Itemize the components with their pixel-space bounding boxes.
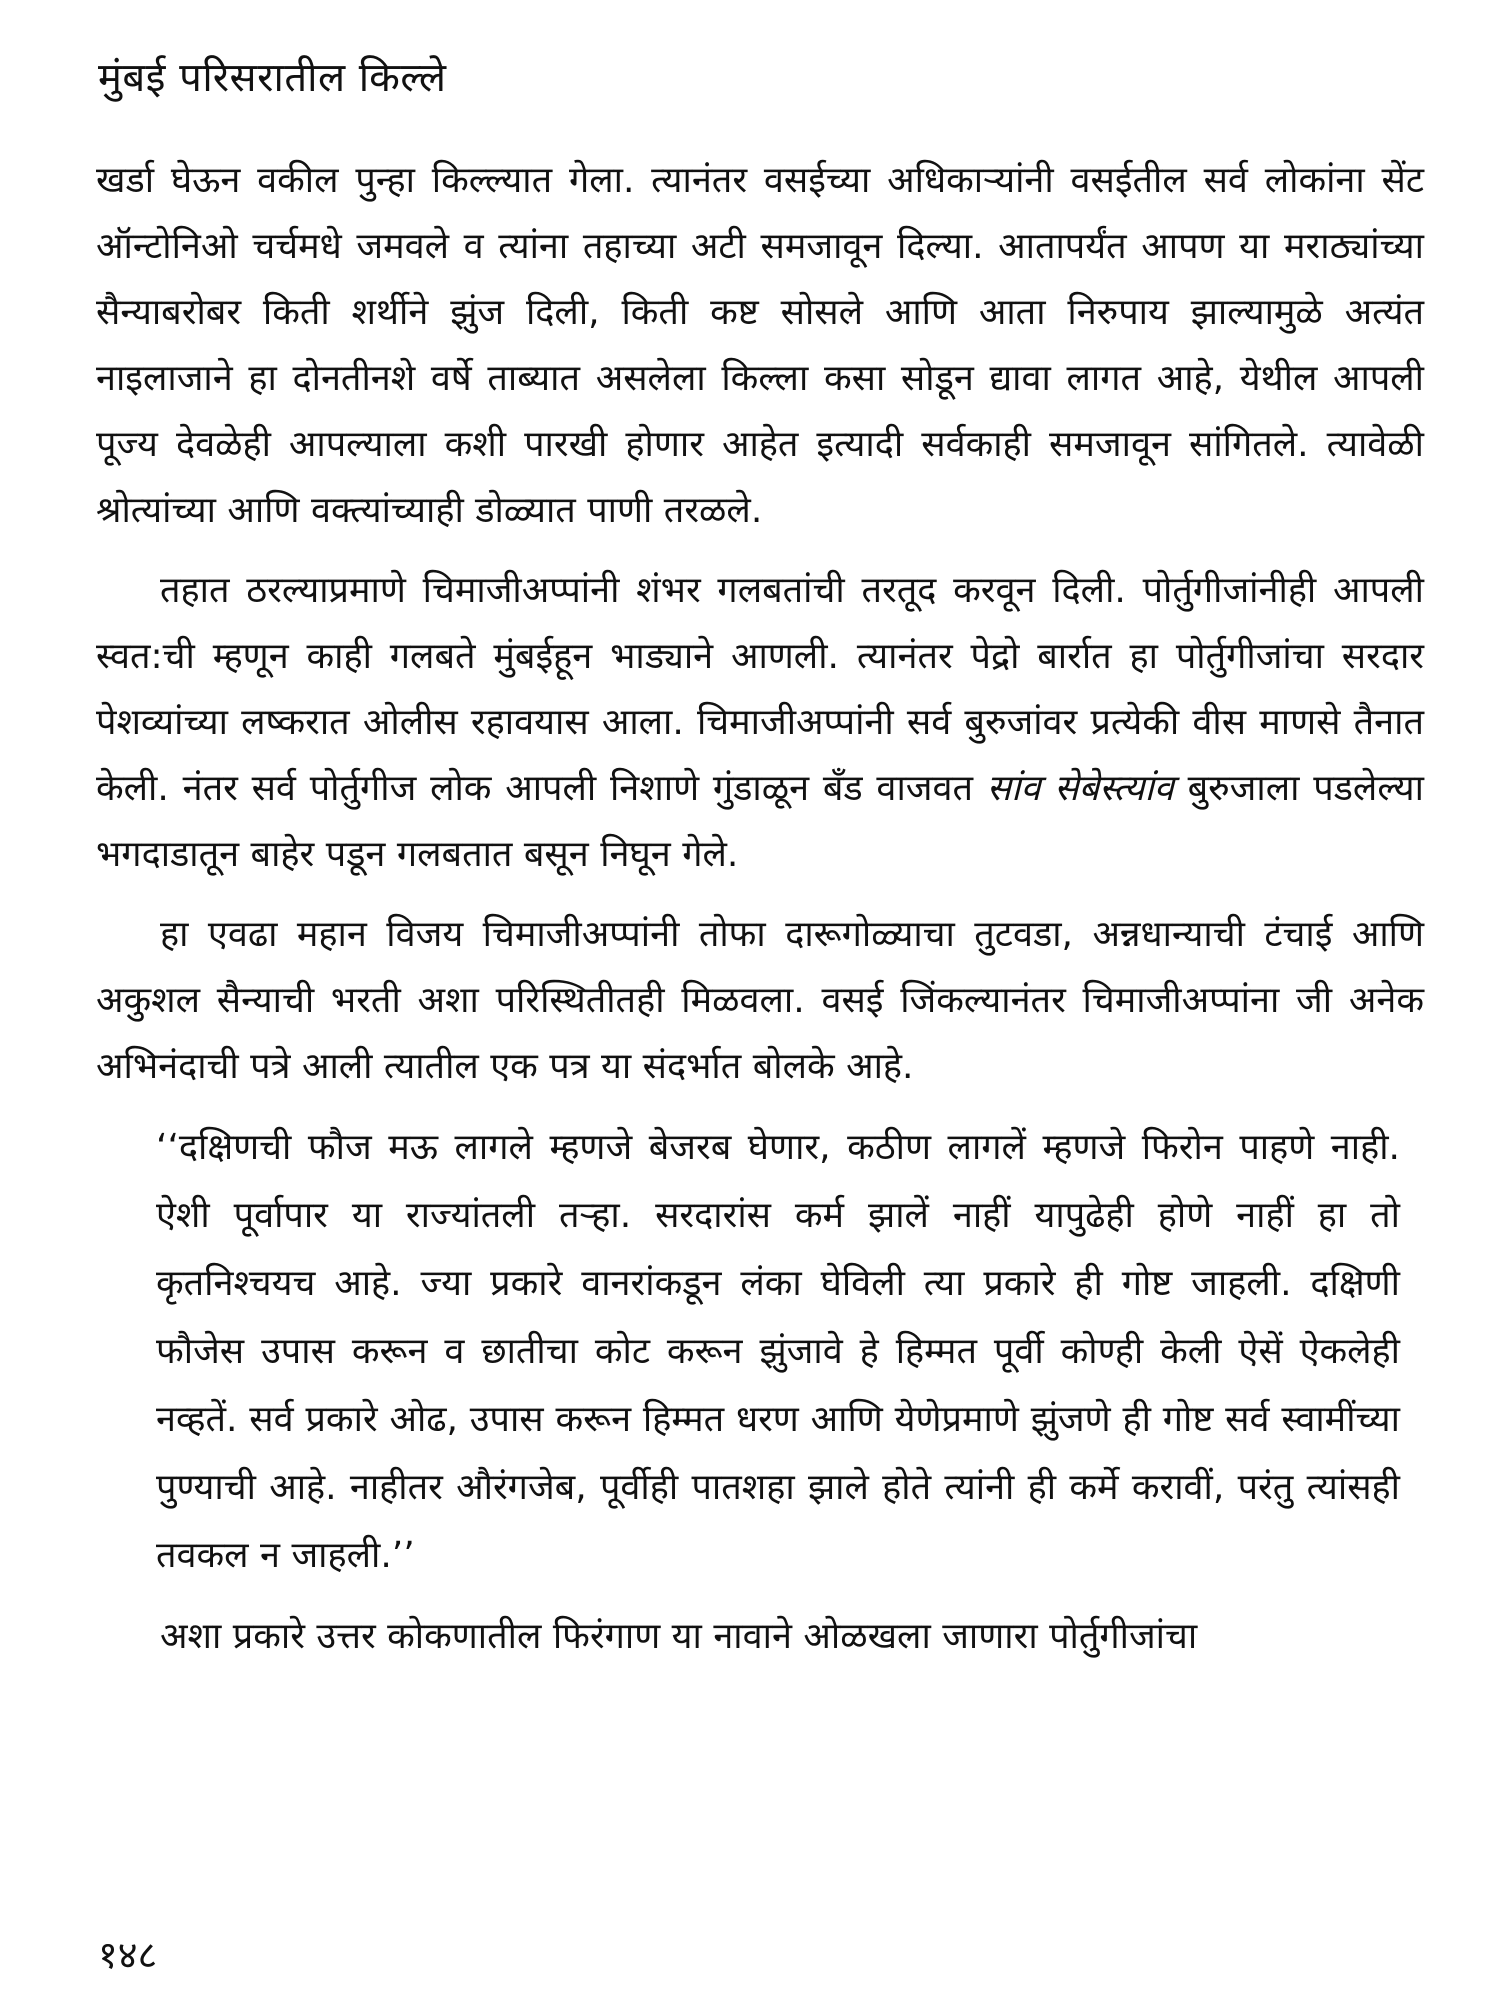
body-text [96,148,1424,1684]
paragraph-1: खर्डा घेऊन वकील पुन्हा किल्ल्यात गेला. त्यानंतर वसईच्या अधिकाऱ्यांनी वसईतील सर्व लोकांना सेंट ऑन्टोनिओ चर्चमधे जमवले व त्यांना तहाच्या अटी समजावून दिल्या. आतापर्यंत आपण या मराठ्यांच्या सैन्याबरोबर किती शर्थीने झुंज दिली, किती कष्ट सोसले आणि आता निरुपाय झाल्यामुळे अत्यंत नाइलाजाने हा दोनतीनशे वर्षे ताब्यात असलेला किल्ला कसा सोडून द्यावा लागत आहे, येथील आपली पूज्य देवळेही आपल्याला कशी पारखी होणार आहेत इत्यादी सर्वकाही समजावून सांगितले. त्यावेळी श्रोत्यांच्या आणि वक्त्यांच्याही डोळ्यात पाणी तरळले. [96,160,1424,531]
bastion-name-italic: सांव सेबेस्त्यांव [986,768,1174,809]
paragraph-3 [96,902,1424,1100]
running-head: मुंबई परिसरातील किल्ले [98,55,447,101]
page-number: १४८ [98,1933,158,1977]
paragraph-2-tail: बुरुजाला पडलेल्या भगदाडातून बाहेर पडून गलबतात बसून निघून गेले. [96,768,1424,875]
paragraph-2 [96,558,1424,888]
paragraph-3-lead: हा [160,914,189,955]
paragraph-3-text: एवढा महान विजय चिमाजीअप्पांनी तोफा दारूगोळ्याचा तुटवडा, अन्नधान्याची टंचाई आणि अकुशल सैन्याची भरती अशा परिस्थितीतही मिळवला. वसई जिंकल्यानंतर चिमाजीअप्पांना जी अनेक अभिनंदाची पत्रे आली त्यातील एक पत्र या संदर्भात बोलके आहे. [96,914,1424,1087]
quoted-letter: ‘‘दक्षिणची फौज मऊ लागले म्हणजे बेजरब घेणार, कठीण लागलें म्हणजे फिरोन पाहणे नाही. ऐशी पूर्वापार या राज्यांतली तऱ्हा. सरदारांस कर्म झालें नाहीं यापुढेही होणे नाहीं हा तो कृतनिश्चयच आहे. ज्या प्रकारे वानरांकडून लंका घेविली त्या प्रकारे ही गोष्ट जाहली. दक्षिणी फौजेस उपास करून व छातीचा कोट करून झुंजावे हे हिम्मत पूर्वी कोण्ही केली ऐसें ऐकलेही नव्हतें. सर्व प्रकारे ओढ, उपास करून हिम्मत धरण आणि येणेप्रमाणे झुंजणे ही गोष्ट सर्व स्वामींच्या पुण्याची आहे. नाहीतर औरंगजेब, पूर्वीही पातशहा झाले होते त्यांनी ही कर्मे करावीं, परंतु त्यांसही तवकल न जाहली.’’ [156,1127,1400,1576]
paragraph-2-text: तहात ठरल्याप्रमाणे चिमाजीअप्पांनी शंभर गलबतांची तरतूद करवून दिली. पोर्तुगीजांनीही आपली स्वत:ची म्हणून काही गलबते मुंबईहून भाड्याने आणली. त्यानंतर पेद्रो बार्रात हा पोर्तुगीजांचा सरदार पेशव्यांच्या लष्करात ओलीस रहावयास आला. चिमाजीअप्पांनी सर्व बुरुजांवर प्रत्येकी वीस माणसे तैनात केली. नंतर सर्व पोर्तुगीज लोक आपली निशाणे गुंडाळून बँड वाजवत [96,570,1424,809]
closing-line: अशा प्रकारे उत्तर कोकणातील फिरंगाण या नावाने ओळखला जाणारा पोर्तुगीजांचा [160,1616,1198,1657]
